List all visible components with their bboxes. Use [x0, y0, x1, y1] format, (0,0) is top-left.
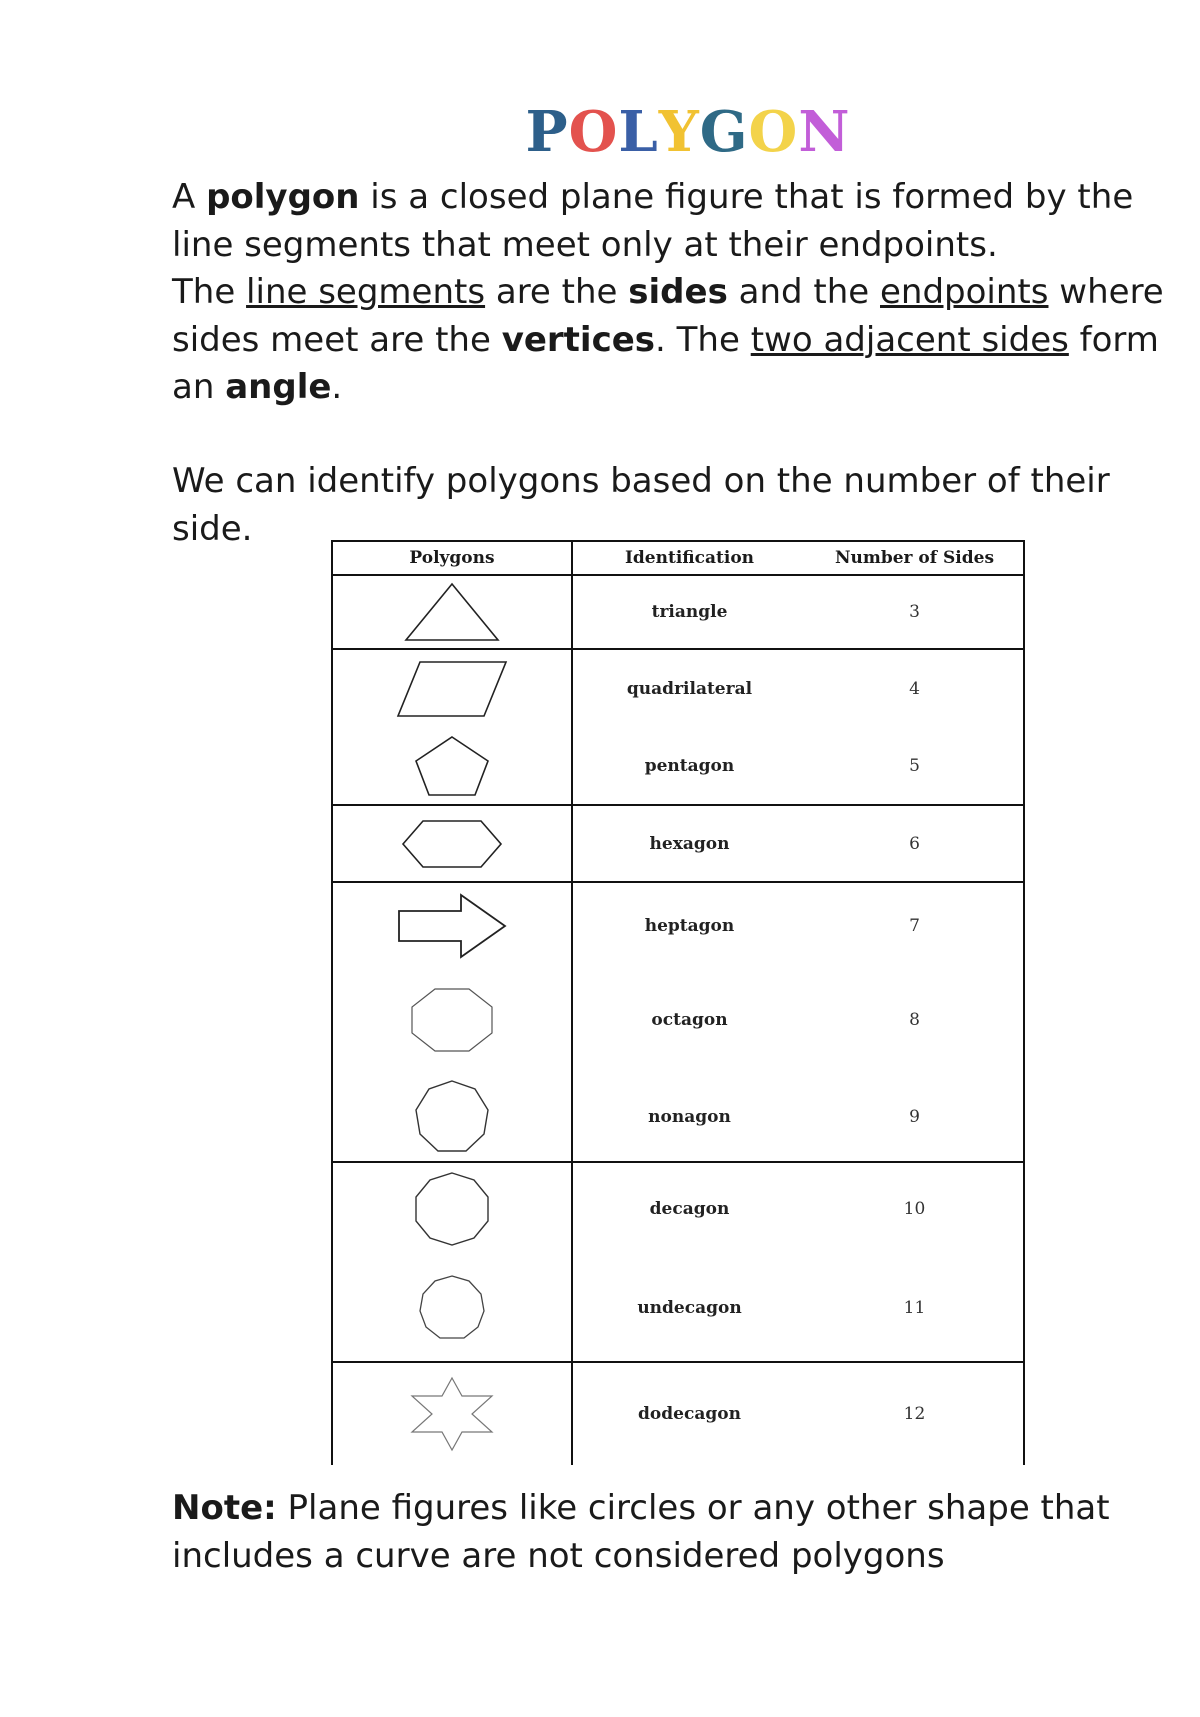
undecagon-icon [418, 1274, 486, 1342]
title-letter: Y [658, 99, 700, 165]
side-count: 6 [806, 805, 1024, 882]
term-sides: sides [628, 272, 728, 312]
polygon-name: pentagon [572, 727, 806, 805]
decagon-icon [412, 1171, 492, 1247]
hexagon-icon [401, 819, 503, 869]
side-count: 7 [806, 882, 1024, 968]
polygon-name: undecagon [572, 1254, 806, 1362]
term-vertices: vertices [501, 319, 656, 360]
table-row [332, 575, 1024, 649]
term-line-segments: line segments [246, 272, 486, 312]
side-count: 9 [806, 1072, 1024, 1162]
table-row [332, 1162, 1024, 1254]
pentagon-icon [414, 735, 490, 797]
title-letter: G [699, 99, 749, 165]
definition-paragraph: A polygon is a closed plane figure that is formed by the line segments that meet only at their endpoints. The line segments are the sides and the endpoints where sides meet are the vertices. The two adjacent sides form an angle. [172, 177, 1164, 407]
table-row [332, 1072, 1024, 1162]
polygon-name: octagon [651, 1010, 728, 1030]
side-count: 12 [806, 1362, 1024, 1465]
polygon-table [331, 540, 1025, 1465]
header-number-of-sides: Number of Sides [806, 541, 1024, 575]
term-endpoints: endpoints [880, 272, 1049, 312]
table-row [332, 1254, 1024, 1362]
polygon-name: hexagon [572, 805, 806, 882]
title-letter: N [798, 99, 851, 165]
note-text: Plane figures like circles or any other shape that includes a curve are not considered polygons [172, 1488, 1110, 1576]
side-count: 4 [806, 649, 1024, 727]
term-angle: angle [225, 367, 332, 407]
polygon-name: triangle [572, 575, 806, 649]
header-identification: Identification [572, 541, 806, 575]
parallelogram-icon [396, 660, 508, 718]
octagon-icon [410, 987, 494, 1053]
polygon-name: dodecagon [638, 1404, 741, 1424]
note-label: Note: [172, 1488, 277, 1528]
header-polygons: Polygons [332, 541, 572, 575]
arrow-icon [397, 893, 507, 959]
table-row [332, 968, 1024, 1072]
polygon-name: quadrilateral [626, 678, 753, 699]
term-adjacent-sides: two adjacent sides [750, 319, 1069, 360]
title-letter: P [525, 99, 569, 165]
title-letter: O [748, 99, 799, 165]
polygon-name: decagon [649, 1198, 730, 1219]
star-icon [410, 1376, 494, 1452]
polygon-name: nonagon [572, 1072, 806, 1162]
side-count: 3 [806, 575, 1024, 649]
side-count: 10 [806, 1162, 1024, 1254]
identify-paragraph: We can identify polygons based on the number of their side. [172, 461, 1110, 549]
title-letter: L [618, 99, 659, 165]
side-count: 5 [806, 727, 1024, 805]
polygon-name: heptagon [644, 915, 735, 936]
table-row [332, 727, 1024, 805]
table-row [332, 649, 1024, 727]
note-paragraph [172, 1485, 1182, 1580]
table-row [332, 882, 1024, 968]
nonagon-icon [414, 1079, 490, 1155]
term-polygon: polygon [206, 177, 360, 217]
triangle-icon [404, 582, 500, 642]
table-row [332, 1362, 1024, 1465]
page-title [88, 96, 1200, 168]
side-count: 11 [806, 1254, 1024, 1362]
side-count: 8 [806, 968, 1024, 1072]
title-letter: O [568, 99, 619, 165]
table-header-row [332, 541, 1024, 575]
table-row [332, 805, 1024, 882]
